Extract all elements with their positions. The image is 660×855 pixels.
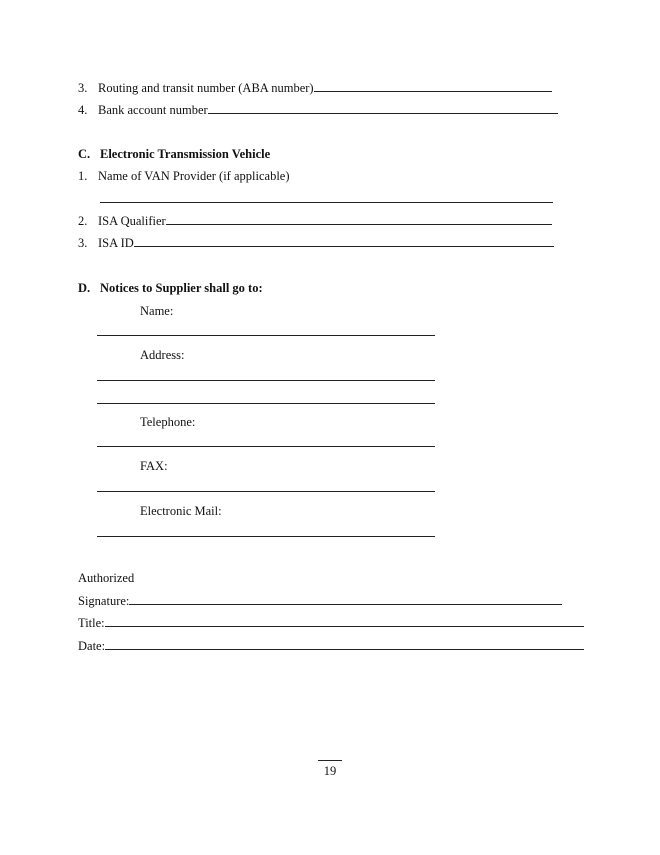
title-field[interactable] (105, 615, 584, 627)
page-number: 19 (323, 764, 337, 778)
routing-number-label: Routing and transit number (ABA number) (98, 81, 314, 95)
page-number-rule (318, 760, 342, 761)
email-label: Electronic Mail: (140, 504, 222, 518)
item-number: 2. (78, 214, 88, 228)
authorized-label: Authorized (78, 571, 135, 585)
section-letter: C. (78, 147, 91, 161)
section-letter: D. (78, 281, 91, 295)
section-d-heading (78, 281, 263, 295)
signature-field[interactable] (129, 593, 562, 605)
telephone-field[interactable] (97, 446, 435, 447)
van-provider-row (78, 169, 290, 183)
address-field-line-2[interactable] (97, 403, 435, 404)
address-field-line-1[interactable] (97, 380, 435, 381)
item-number: 4. (78, 103, 88, 117)
fax-label: FAX: (140, 459, 168, 473)
isa-qualifier-label: ISA Qualifier (98, 214, 166, 228)
item-number: 3. (78, 236, 88, 250)
bank-account-field[interactable] (208, 102, 558, 114)
isa-qualifier-field[interactable] (166, 213, 552, 225)
isa-id-row (78, 235, 554, 250)
isa-qualifier-row (78, 213, 552, 228)
section-c-heading (78, 147, 270, 161)
email-field[interactable] (97, 536, 435, 537)
routing-number-row (78, 80, 552, 95)
date-row (78, 638, 584, 653)
date-field[interactable] (105, 638, 584, 650)
section-d-title: Notices to Supplier shall go to: (100, 281, 263, 295)
date-label: Date: (78, 639, 106, 653)
title-row (78, 615, 584, 630)
isa-id-field[interactable] (134, 235, 554, 247)
bank-account-label: Bank account number (98, 103, 208, 117)
van-provider-label: Name of VAN Provider (if applicable) (98, 169, 290, 183)
fax-field[interactable] (97, 491, 435, 492)
name-label: Name: (140, 304, 174, 318)
section-c-title: Electronic Transmission Vehicle (100, 147, 271, 161)
bank-account-row (78, 102, 558, 117)
isa-id-label: ISA ID (98, 236, 134, 250)
name-field[interactable] (97, 335, 435, 336)
signature-label: Signature: (78, 594, 130, 608)
title-label: Title: (78, 616, 105, 630)
address-label: Address: (140, 348, 185, 362)
item-number: 3. (78, 81, 88, 95)
routing-number-field[interactable] (314, 80, 552, 92)
van-provider-field[interactable] (100, 202, 553, 203)
signature-row (78, 593, 562, 608)
telephone-label: Telephone: (140, 415, 196, 429)
item-number: 1. (78, 169, 88, 183)
